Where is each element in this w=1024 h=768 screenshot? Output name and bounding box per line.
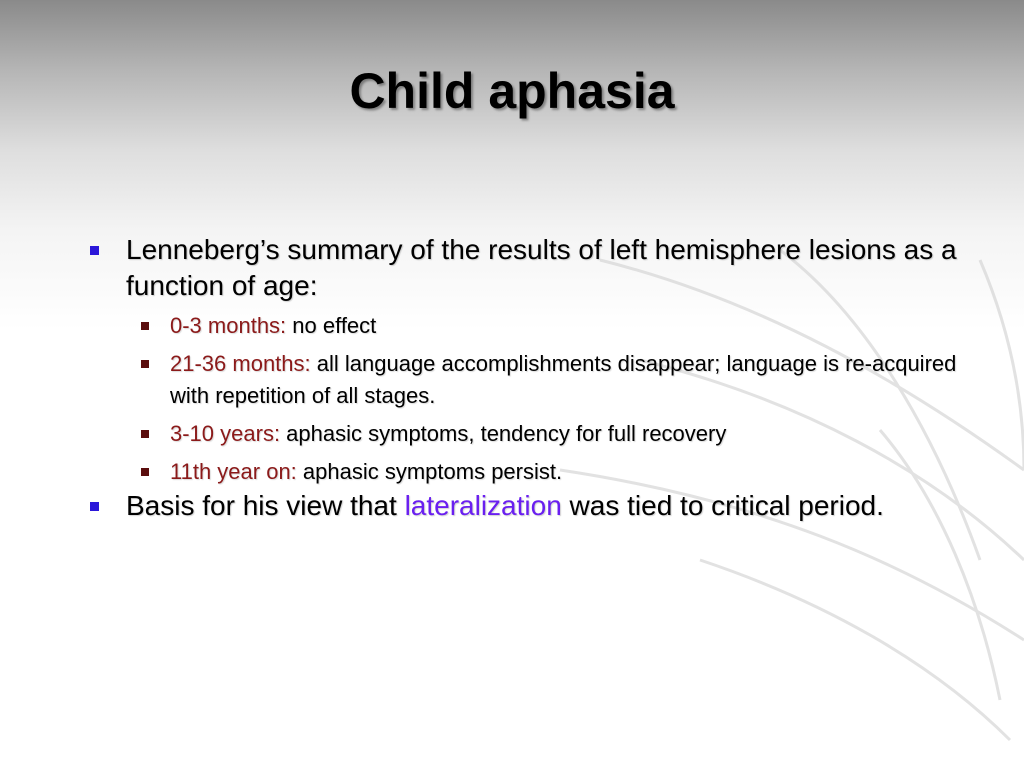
sub-bullet-text: no effect	[286, 313, 377, 338]
sub-bullet-item	[138, 310, 958, 342]
age-range-label: 11th year on:	[170, 459, 297, 484]
age-range-label: 21-36 months:	[170, 351, 311, 376]
square-bullet-icon	[141, 468, 149, 476]
sub-bullet-list	[138, 310, 958, 488]
slide-title: Child aphasia	[349, 63, 675, 119]
square-bullet-icon	[141, 322, 149, 330]
bullet-text-after: was tied to critical period.	[561, 490, 884, 521]
sub-bullet-text: aphasic symptoms persist.	[296, 459, 563, 484]
square-bullet-icon	[141, 360, 149, 368]
sub-bullet-item	[138, 348, 958, 412]
slide-content	[88, 232, 958, 524]
square-bullet-icon	[90, 502, 99, 511]
bullet-text: Lenneberg’s summary of the results of left hemisphere lesions as a function of age:	[126, 234, 957, 301]
bullet-item	[88, 232, 958, 304]
bullet-item	[88, 488, 958, 524]
square-bullet-icon	[141, 430, 149, 438]
sub-bullet-item	[138, 418, 958, 450]
age-range-label: 3-10 years:	[170, 421, 281, 446]
sub-bullet-item	[138, 456, 958, 488]
bullet-text-before: Basis for his view that	[126, 490, 405, 521]
sub-bullet-text: aphasic symptoms, tendency for full recovery	[280, 421, 727, 446]
square-bullet-icon	[90, 246, 99, 255]
sub-bullet-text: all language accomplishments disappear; language is re-acquired with repetition of all stages.	[170, 351, 957, 408]
age-range-label: 0-3 months:	[170, 313, 287, 338]
highlighted-term: lateralization	[404, 490, 562, 521]
